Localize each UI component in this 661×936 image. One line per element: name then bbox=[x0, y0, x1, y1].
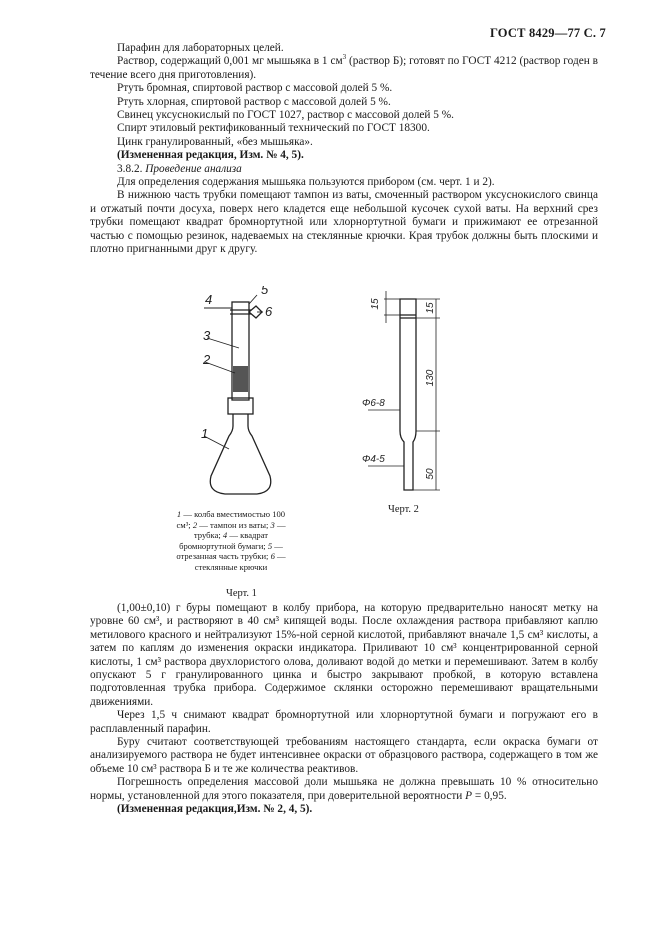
section-title: Проведение анализа bbox=[145, 162, 242, 175]
solution-b-text-b: (раствор Б); готовят по ГОСТ 4212 (раствор годен в течение всего дня приготовления). bbox=[90, 55, 598, 81]
flask-outline bbox=[210, 414, 270, 494]
legend-text-1: — колба вместимостью 100 см³; bbox=[176, 509, 286, 530]
figure-1-legend bbox=[172, 509, 290, 573]
figure-2-caption: Черт. 2 bbox=[388, 504, 419, 515]
solution-b-text-a: Раствор, содержащий 0,001 мг мышьяка в 1 см bbox=[117, 55, 343, 68]
dia-upper: Φ6-8 bbox=[362, 398, 385, 409]
legend-text-2: — тампон из ваты; bbox=[197, 519, 271, 530]
legend-num-5: 5 bbox=[267, 540, 273, 551]
para-device: Для определения содержания мышьяка пользуются прибором (см. черт. 1 и 2). bbox=[117, 176, 495, 189]
text-block-lower bbox=[90, 602, 598, 817]
figure-2-tube-drawing bbox=[360, 286, 470, 496]
dim-15-right: 15 bbox=[425, 302, 436, 314]
reagent-zinc: Цинк гранулированный, «без мышьяка». bbox=[117, 135, 313, 148]
reagent-solution-b bbox=[90, 55, 598, 82]
fig1-label-6: 6 bbox=[265, 304, 273, 319]
figure-1-apparatus bbox=[195, 286, 305, 508]
para-after: Через 1,5 ч снимают квадрат бромнортутной или хлорнортутной бумаги и погружают его в расплавленный парафин. bbox=[90, 709, 598, 735]
dim-50: 50 bbox=[425, 468, 436, 480]
reagent-paraffin: Парафин для лабораторных целей. bbox=[117, 42, 284, 54]
dim-15-left: 15 bbox=[370, 298, 381, 310]
para-criteria: Буру считают соответствующей требованиям настоящего стандарта, если окраска бумаги от анализируемого раствора не будет интенсивнее окраски от образцового раствора, содержащего в том же объеме 10 см³ раствора Б и те же количества реактивов. bbox=[90, 736, 598, 775]
dim-130: 130 bbox=[425, 369, 436, 387]
edition-note-1: (Измененная редакция, Изм. № 4, 5). bbox=[117, 149, 304, 162]
error-text-b: = 0,95. bbox=[472, 789, 507, 802]
legend-num-3: 3 bbox=[270, 519, 275, 530]
reagent-lead-acetate: Свинец уксуснокислый по ГОСТ 1027, раствор с массовой долей 5 %. bbox=[117, 109, 454, 122]
solution-b-sup: 3 bbox=[342, 53, 347, 62]
figure-1-caption: Черт. 1 bbox=[226, 588, 257, 599]
reagent-mercury-bromide: Ртуть бромная, спиртовой раствор с массовой долей 5 %. bbox=[117, 82, 393, 95]
para-borax: (1,00±0,10) г буры помещают в колбу прибора, на которую предварительно наносят метку на уровне 60 см³, и растворяют в 40 см³ кипящей воды. После охлаждения раствора прибавляют каплю метилового красного и нейтрализуют 15%-ной серной кислотой, прибавляют вначале 1,5 см³ кислоты, а затем по каплям до изменения окраски индикатора. Приливают 10 см³ концентрированной серной кислоты, 1 см³ раствора двухлористого олова, доливают водой до метки и перемешивают. Затем в колбу опускают 5 г гранулированного цинка и быстро закрывают пробкой, в которую вставлена подготовленная трубка прибора. Содержимое склянки осторожно перемешивают вращательными движениями. bbox=[90, 602, 598, 708]
legend-num-1: 1 bbox=[176, 509, 182, 519]
error-text-a: Погрешность определения массовой доли мышьяка не должна превышать 10 % относительно нормы, установленной для этого показателя, при доверительной вероятности bbox=[90, 776, 598, 802]
edition-note-2: (Измененная редакция,Изм. № 2, 4, 5). bbox=[117, 803, 313, 816]
tube-drawing-outline bbox=[400, 299, 416, 490]
legend-text-5: — отрезанная часть трубки; bbox=[176, 540, 283, 562]
dia-lower: Φ4-5 bbox=[362, 454, 385, 465]
legend-num-2: 2 bbox=[192, 519, 198, 530]
reagent-ethanol: Спирт этиловый ректификованный технический по ГОСТ 18300. bbox=[117, 122, 430, 135]
fig1-label-2: 2 bbox=[203, 352, 211, 367]
legend-num-6: 6 bbox=[270, 551, 275, 562]
fig1-label-5: 5 bbox=[261, 286, 269, 297]
fig1-label-1: 1 bbox=[201, 426, 209, 441]
cotton-wad-shape bbox=[233, 366, 248, 392]
legend-text-6: — стеклянные крючки bbox=[194, 551, 286, 572]
page-header: ГОСТ 8429—77 С. 7 bbox=[489, 26, 606, 40]
fig1-label-4: 4 bbox=[205, 292, 213, 307]
para-tube: В нижнюю часть трубки помещают тампон из ваты, смоченный раствором уксуснокислого свинца и отжатый почти досуха, поверх него кладется еще небольшой кусочек сухой ваты. На верхний срез трубки помещают квадрат бромнортутной или хлорнортутной бумаги и прижимают ее отрезанной частью с помощью резинок, надеваемых на стеклянные крючки. Края трубок должны быть плоскими и плотно пригнанными друг к другу. bbox=[90, 189, 598, 256]
section-heading bbox=[90, 163, 598, 176]
fig1-label-3: 3 bbox=[203, 328, 211, 343]
text-block-upper bbox=[90, 42, 598, 257]
section-number: 3.8.2. bbox=[117, 162, 146, 175]
legend-text-4: — квадрат бромнортутной бумаги; bbox=[179, 530, 269, 551]
legend-text-3: — трубка; bbox=[193, 519, 286, 541]
legend-num-4: 4 bbox=[222, 530, 228, 541]
reagent-mercury-chloride: Ртуть хлорная, спиртовой раствор с массовой долей 5 %. bbox=[117, 95, 391, 108]
error-var: P bbox=[465, 789, 473, 802]
para-error bbox=[90, 776, 598, 803]
